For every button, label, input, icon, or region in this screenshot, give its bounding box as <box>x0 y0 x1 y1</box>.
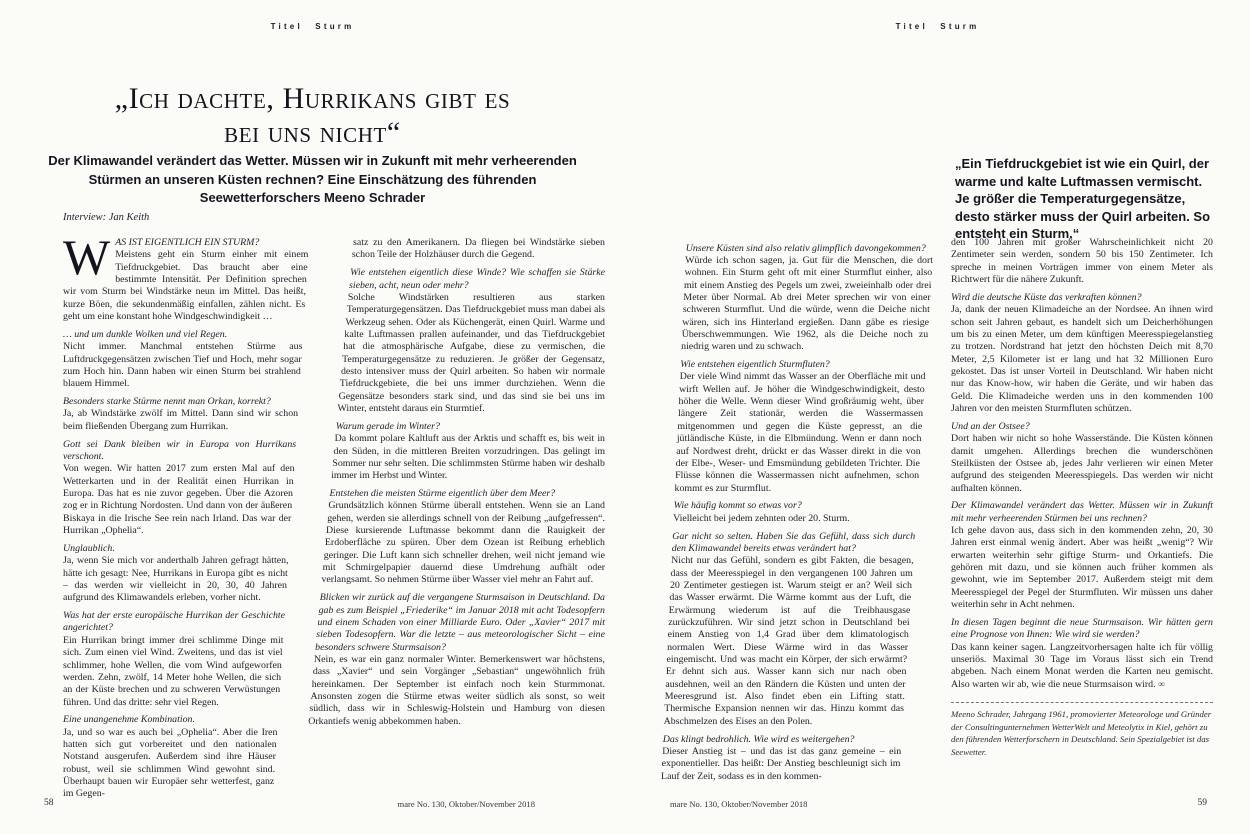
left-page-column-1 <box>63 229 310 800</box>
right-page-column-2 <box>951 237 1213 793</box>
interview-answer: Ja, ab Windstärke zwölf im Mittel. Dann sind wir schon beim fließenden Übergang zum Hurrikan. <box>63 408 299 432</box>
interview-question: WAS IST EIGENTLICH EIN STURM? <box>63 229 260 285</box>
interview-answer: Dort haben wir nicht so hohe Wasserstände. Die Küsten können damit umgehen. Allerdings brechen die wunderschönen Steilküsten der Ostsee ab, jedes Jahr verlieren wir einen Meter aufgrund des steigenden Meeresspiegels. Das werden wir nicht aufhalten können. <box>951 433 1213 494</box>
interview-answer: Vielleicht bei jedem zehnten oder 20. Sturm. <box>673 512 850 524</box>
interview-question: Der Klimawandel verändert das Wetter. Müssen wir in Zukunft mit mehr verheerenden Stürmen bei uns rechnen? <box>951 500 1213 524</box>
issue-footer: mare No. 130, Oktober/November 2018 <box>670 799 808 809</box>
interview-question: Warum gerade im Winter? <box>335 420 440 432</box>
pull-quote: „Ein Tiefdruckgebiet ist wie ein Quirl, der warme und kalte Luftmassen vermischt. Je größer die Temperaturgegensätze, desto stärker muss der Quirl arbeiten. So entsteht ein Sturm.“ <box>955 156 1211 241</box>
article-title-line-2: bei uns nicht“ <box>224 116 401 149</box>
interview-answer: Würde ich schon sagen, ja. Gut für die Menschen, die dort wohnen. Ein Sturm geht oft mit einer Sturmflut einher, also mit einem Anstieg des Pegels um zwei, zweieinhalb oder drei Meter über Normal. Ab drei Meter sprechen wir von einer schweren Sturmflut. Und die würde, wenn die Deiche nicht wären, sich ins Hinterland ergießen. Dann gäbe es riesige Überschwemmungen. Wie 1962, als die Deiche noch zu niedrig waren und zu schwach. <box>681 254 934 353</box>
page-right <box>625 0 1250 834</box>
issue-footer: mare No. 130, Oktober/November 2018 <box>397 799 535 809</box>
interview-answer: Ich gehe davon aus, dass sich in den kommenden zehn, 20, 30 Jahren erst einmal wenig ändert. Aber was heißt „wenig“? Wir erwarten weiterhin sehr giftige Sturm- und Orkantiefs. Die gehören mit dazu, und sie können auch früher kommen als gewohnt, wie im September 2017. Außerdem steigt mit dem Meeresspiegel der Pegel der Sturmfluten. Wir müssen uns daher weiterhin sehr in Acht nehmen. <box>951 525 1213 611</box>
article-title <box>35 82 590 150</box>
interview-question: Wie häufig kommt so etwas vor? <box>673 500 802 512</box>
standfirst: Der Klimawandel verändert das Wetter. Müssen wir in Zukunft mit mehr verheerenden Stürmen an unseren Küsten rechnen? Eine Einschätzung des führenden Seewetterforschers Meeno Schrader <box>48 153 577 205</box>
page-kicker: Titel Sturm <box>895 22 980 31</box>
interview-answer: Ja, wenn Sie mich vor anderthalb Jahren gefragt hätten, hätte ich gesagt: Nee, Hurrikans in Europa gibt es nicht – das werden wir vielleicht in 20, 30, 40 Jahren aufgrund des Klimawandels erleben, vorher nicht. <box>63 555 289 604</box>
interview-answer: Da kommt polare Kaltluft aus der Arktis und schafft es, bis weit in den Süden, in die mittleren Breiten vorzudringen. Das gelingt im Sommer nur sehr selten. Die schlimmsten Stürme haben wir deshalb immer im Herbst und Winter. <box>331 433 605 482</box>
interview-question: Und an der Ostsee? <box>951 420 1030 432</box>
right-page-column-1 <box>660 237 935 793</box>
interview-question: Was hat der erste europäische Hurrikan der Geschichte angerichtet? <box>63 610 286 634</box>
interview-answer: Dieser Anstieg ist – und das ist das ganz gemeine – ein exponentieller. Das heißt: Der Anstieg beschleunigt sich im Lauf der Zeit, sodass es in den kommen- <box>661 745 902 782</box>
interview-answer: Nicht nur das Gefühl, sondern es gibt Fakten, die besagen, dass der Meeresspiegel in den vergangenen 100 Jahren um 20 Zentimeter gestiegen ist. Warum steigt er an? Weil sich das Wasser erwärmt. Die Wärme kommt aus der Luft, die Erwärmung wiederum ist auf die Treibhausgase zurückzuführen. Wir sind jetzt schon in Deutschland bei einem Anstieg von 1,4 Grad über dem klimatologisch normalen Wert. Diese Wärme wird in das Wasser eingemischt. Und was macht ein Körper, der sich erwärmt? Er dehnt sich aus. Wasser kann sich nur nach oben ausdehnen, weil an den Rändern die Küsten und unten der Meeresgrund ist. Also findet eben ein Lifting statt. Thermische Expansion nennen wir das. Hinzu kommt das Abschmelzen des Eises an den Polen. <box>663 555 914 727</box>
author-bio: Meeno Schrader, Jahrgang 1961, promovierter Meteorologe und Gründer der Consultingunternehmen WetterWelt und Meteolytix in Kiel, gehört zu den führenden Wetterforschern in Deutschland. Sein Spezialgebiet ist das Seewetter. <box>951 702 1213 758</box>
interview-answer: Von wegen. Wir hatten 2017 zum ersten Mal auf den Wetterkarten und in der Realität einen Hurrikan in Europa. Das hat es nie zuvor gegeben. Über die Azoren zog er in Richtung Nordosten. Und dann von der äußeren Biskaya in die Irische See rein nach Irland. Das war der Hurrikan „Ophelia“. <box>63 463 295 537</box>
interview-question: Wie entstehen eigentlich diese Winde? Wie schaffen sie Stärke sieben, acht, neun oder mehr? <box>349 267 605 291</box>
interview-question: In diesen Tagen beginnt die neue Sturmsaison. Wir hätten gern eine Prognose von Ihnen: Wie wird sie werden? <box>951 616 1213 641</box>
page-number: 58 <box>44 798 54 808</box>
interview-answer: Ein Hurrikan bringt immer drei schlimme Dinge mit sich. Zum einen viel Wind. Zweitens, und das ist viel schlimmer, hohe Wellen, die vom Wind aufgeworfen werden. Zehn, zwölf, 14 Meter hohe Wellen, die sich an der Küste brechen und zu schweren Verwüstungen führen. Und das dritte: sehr viel Regen. <box>63 634 284 708</box>
interview-question: Unsere Küsten sind also relativ glimpflich davongekommen? <box>685 242 926 254</box>
interview-question: Eine unangenehme Kombination. <box>63 714 195 726</box>
interview-question: Besonders starke Stürme nennt man Orkan, korrekt? <box>63 396 271 408</box>
page-number: 59 <box>1197 798 1207 808</box>
interview-answer: Nein, es war ein ganz normaler Winter. Bemerkenswert war höchstens, dass „Xavier“ und sein Vorgänger „Sebastian“ ungewöhnlich früh hereinkamen. Der September ist einfach noch kein Sturmmonat. Ansonsten zogen die Stürme etwas weiter südlich als sonst, so weit südlich, dass wir in Schleswig-Holstein und Hamburg von diesen Orkantiefs wenig abbekommen haben. <box>308 654 605 727</box>
interview-answer: Ja, dank der neuen Klimadeiche an der Nordsee. An ihnen wird schon seit Jahren gebaut, es handelt sich um Deicherhöhungen um bis zu einen Meter, um dem künftigen Meeresspiegelanstieg zu trotzen. Nordstrand hat jetzt den höchsten Deich mit 8,70 Meter, 2,5 Kilometer ist er lang und hat 32 Millionen Euro gekostet. Das ist unser Vorteil in Deutschland. Wir haben nicht nur das Know-how, wir haben die Geräte, und wir haben das Geld. Die Klimadeiche werden uns in den kommenden 100 Jahren vor den meisten Sturmfluten schützen. <box>951 304 1213 414</box>
interview-answer: Grundsätzlich können Stürme überall entstehen. Wenn sie an Land gehen, werden sie allerdings schnell von der Reibung „aufgefressen“. Diese kursierende Luftmasse bekommt dann die Rauigkeit der Erdoberfläche zu spüren. Über dem Ozean ist Reibung erheblich geringer. Die Luft kann sich schneller drehen, weil nicht jemand wie mit Schmirgelpapier dauernd diese Umdrehung aufhält oder verlangsamt. So nehmen Stürme über Wasser viel mehr an Fahrt auf. <box>321 500 605 586</box>
interview-answer: Meistens geht ein Sturm einher mit einem Tiefdruckgebiet. Das braucht aber eine bestimmte Intensität. Per Definition sprechen wir vom Sturm bei Windstärke neun im Mittel. Das heißt, kurze Böen, die sekundenmäßig einfallen, zählen nicht. Es geht um eine konstant hohe Windgeschwindigkeit … <box>63 249 309 323</box>
interview-question: Blicken wir zurück auf die vergangene Sturmsaison in Deutschland. Da gab es zum Beispiel „Friederike“ im Januar 2018 mit acht Todesopfern und einem Schaden von einer Milliarde Euro. Oder „Xavier“ 2017 mit sieben Todesopfern. War die letzte – aus meteorologischer Sicht – eine besonders schwere Sturmsaison? <box>315 592 605 653</box>
interview-question: Unglaublich. <box>63 542 115 554</box>
interview-answer: Solche Windstärken resultieren aus starken Temperaturgegensätzen. Das Tiefdruckgebiet muss man dabei als Werkzeug sehen. Oder als Küchengerät, einen Quirl. Warme und kalte Luftmassen prallen aufeinander, und das Tiefdruckgebiet hat die atmosphärische Aufgabe, diese zu vermischen, die Temperaturgegensätze zu reduzieren. Je größer der Gegensatz, desto intensiver muss der Quirl arbeiten. So haben wir normale Tiefdruckgebiete, die bei uns immer durchziehen. Wenn die Gegensätze besonders stark sind, und das sind sie bei uns im Winter, entsteht daraus ein Sturmtief. <box>337 291 605 414</box>
left-page-column-2 <box>301 237 605 793</box>
interview-answer: Der viele Wind nimmt das Wasser an der Oberfläche mit und wirft Wellen auf. Je höher die Windgeschwindigkeit, desto höher die Welle. Wenn dieser Wind großräumig weht, über längere Zeit stationär, werden die Wassermassen mitgenommen und gegen die Küste gepresst, an die jütländische Küste, in die Elbmündung. Wenn er dann noch auf Nordwest dreht, drückt er das Wasser direkt in die von der Elbe-, Weser- und Emsmündung gebildeten Trichter. Die Flüsse können die Wassermassen nicht aufnehmen, schon kommt es zur Sturmflut. <box>674 371 926 494</box>
interview-question: Gott sei Dank bleiben wir in Europa von Hurrikans verschont. <box>63 438 297 462</box>
byline: Interview: Jan Keith <box>63 212 150 223</box>
interview-question: Wird die deutsche Küste das verkraften können? <box>951 291 1142 303</box>
interview-answer-continued: satz zu den Amerikanern. Da fliegen bei Windstärke sieben schon Teile der Holzhäuser durch die Gegend. <box>351 237 605 261</box>
interview-answer: Nicht immer. Manchmal entstehen Stürme aus Luftdruckgegensätzen zwischen Tief und Hoch, mehr sogar zum Hoch hin. Dann haben wir einen Sturm bei strahlend blauem Himmel. <box>63 341 303 390</box>
interview-question: … und um dunkle Wolken und viel Regen. <box>63 328 228 340</box>
interview-question: Wie entstehen eigentlich Sturmfluten? <box>680 359 830 371</box>
interview-question: Gar nicht so selten. Haben Sie das Gefühl, dass sich durch den Klimawandel bereits etwas verändert hat? <box>671 530 916 554</box>
page-kicker: Titel Sturm <box>270 22 355 31</box>
interview-answer: Ja, und so war es auch bei „Ophelia“. Aber die Iren hatten sich gut vorbereitet und den nationalen Notstand ausgerufen. Außerdem sind ihre Häuser robust, weil sie schlimmen Wind gewohnt sind. Überhaupt bauen wir Europäer sehr wetterfest, ganz im Gegen- <box>63 726 278 800</box>
drop-cap: W <box>63 229 111 285</box>
interview-question: Das klingt bedrohlich. Wie wird es weitergehen? <box>662 733 855 745</box>
interview-answer-continued: den 100 Jahren mit großer Wahrscheinlichkeit nicht 20 Zentimeter sein werden, sondern 50 bis 150 Zentimeter. Ich spreche in meinen Vorträgen immer von einem Meter als Richtwert für die nähere Zukunft. <box>951 237 1213 286</box>
interview-answer: Das kann keiner sagen. Langzeitvorhersagen halte ich für völlig unseriös. Maximal 30 Tage im Voraus lässt sich ein Trend abgeben. Nach einem Monat werden die Karten neu gemischt. Also warten wir ab, wie die neue Sturmsaison wird. ∞ <box>951 641 1213 690</box>
end-mark-icon: ∞ <box>1155 679 1165 690</box>
interview-question: Entstehen die meisten Stürme eigentlich über dem Meer? <box>329 488 556 500</box>
article-title-line-1: „Ich dachte, Hurrikans gibt es <box>114 82 511 115</box>
